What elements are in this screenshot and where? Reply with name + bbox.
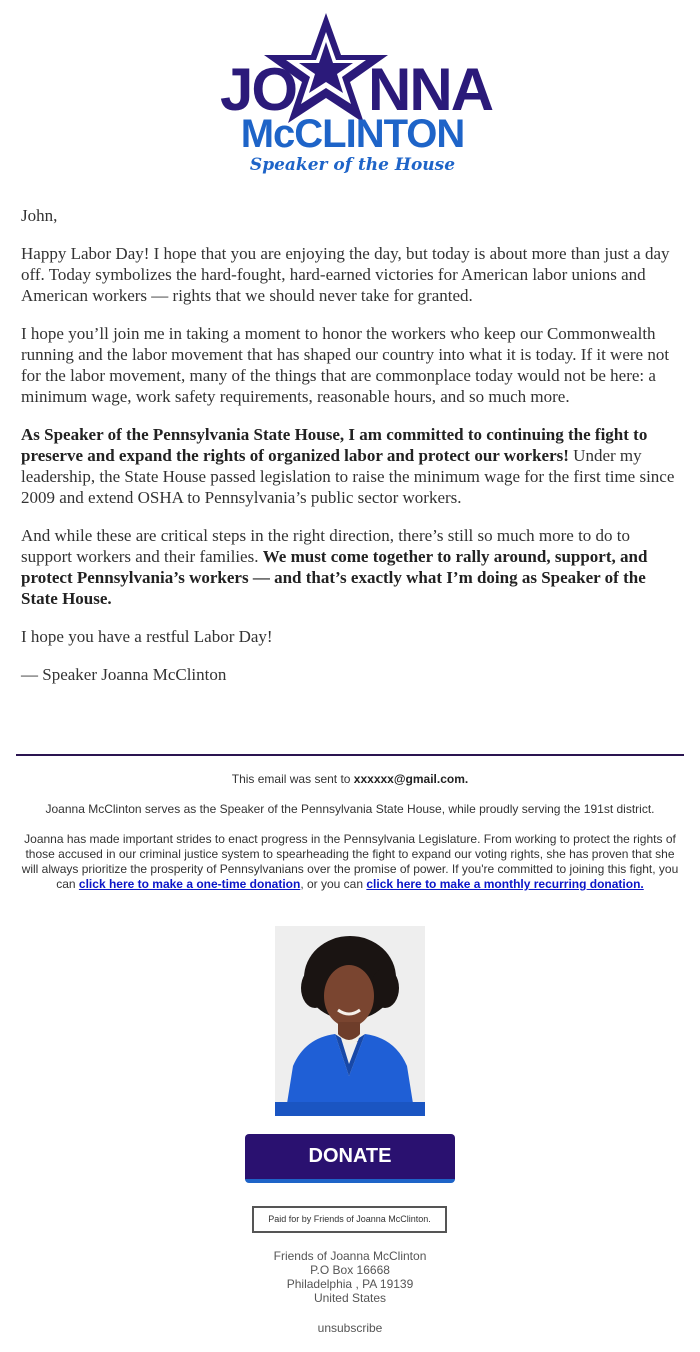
monthly-donation-link[interactable]: click here to make a monthly recurring donation.: [366, 877, 644, 891]
candidate-photo: [275, 926, 425, 1116]
address-box: P.O Box 16668: [310, 1263, 390, 1277]
address-city: Philadelphia , PA 19139: [286, 1277, 414, 1291]
paragraph-3: [21, 424, 681, 508]
paid-for-disclaimer: Paid for by Friends of Joanna McClinton.: [252, 1206, 447, 1233]
recipient-email: xxxxxx@gmail.com.: [353, 772, 469, 786]
greeting: John,: [21, 206, 58, 225]
mailing-address: [200, 1249, 500, 1305]
unsubscribe-link[interactable]: unsubscribe: [317, 1321, 383, 1335]
pitch-text: Joanna has made important strides to enact progress in the Pennsylvania Legislature. From working to protect the rights of those accused in our criminal justice system to spearheading the fight to expand our voting rights, she has proven that she will always prioritize the prosperity of Pennsylvanians over the promise of power. If you're committed to joining this fight, you can click here to make a one-time donation, or you can click here to make a monthly recurring donation.: [21, 832, 679, 891]
portrait-illustration: [275, 926, 425, 1116]
paragraph-4-start: And while these are critical steps in the right direction, there’s still so much more to do to support workers and their families.: [21, 526, 631, 566]
donate-button[interactable]: DONATE: [245, 1134, 455, 1183]
paragraph-3-bold: As Speaker of the Pennsylvania State House, I am committed to continuing the fight to preserve and expand the rights of organized labor and protect our workers!: [21, 425, 648, 465]
one-time-donation-link[interactable]: click here to make a one-time donation: [78, 877, 301, 891]
campaign-logo: [200, 10, 500, 175]
sent-to-line: This email was sent to xxxxxx@gmail.com.: [231, 772, 469, 786]
about-text: Joanna McClinton serves as the Speaker of the Pennsylvania State House, while proudly serving the 191st district.: [45, 802, 655, 816]
logo-tagline: Speaker of the House: [249, 155, 456, 175]
address-org: Friends of Joanna McClinton: [273, 1249, 427, 1263]
paragraph-4-bold: We must come together to rally around, support, and protect Pennsylvania’s workers — and that’s exactly what I’m doing as Speaker of the State House.: [21, 547, 648, 608]
paragraph-3-rest: Under my leadership, the State House passed legislation to raise the minimum wage for the first time since 2009 and extend OSHA to Pennsylvania’s public sector workers.: [21, 446, 675, 507]
address-country: United States: [313, 1291, 387, 1305]
signoff: — Speaker Joanna McClinton: [21, 665, 227, 684]
paragraph-5: I hope you have a restful Labor Day!: [21, 627, 273, 646]
paragraph-1: Happy Labor Day! I hope that you are enjoying the day, but today is about more than just a day off. Today symbolizes the hard-fought, hard-earned victories for American labor unions and American workers — rights that we should never take for granted.: [21, 244, 670, 305]
logo-first-name: JO NNA: [220, 56, 493, 123]
letter-body: [21, 205, 681, 702]
logo-last-name: McCLINTON: [240, 112, 465, 156]
paragraph-2: I hope you’ll join me in taking a moment to honor the workers who keep our Commonwealth running and the labor movement that has shaped our country into what it is today. If it were not for the labor movement, many of the things that are commonplace today would not be here: a minimum wage, work safety requirements, reasonable hours, and so much more.: [21, 324, 670, 406]
paragraph-4: [21, 525, 681, 609]
footer: [18, 772, 682, 907]
footer-divider: [16, 754, 684, 756]
